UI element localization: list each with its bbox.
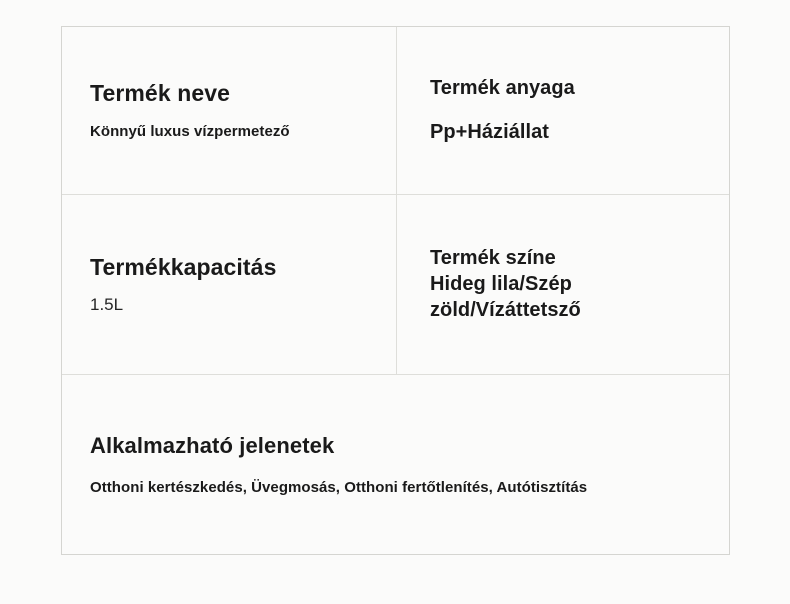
spec-label-product-name: Termék neve: [90, 80, 231, 107]
table-row: [62, 195, 729, 375]
product-spec-table: [61, 26, 730, 555]
spec-label-product-capacity: Termékkapacitás: [90, 253, 277, 280]
spec-value-product-name: Könnyű luxus vízpermetező: [90, 123, 290, 140]
spec-value-product-color-line-2: zöld/Vízáttetsző: [430, 299, 581, 322]
spec-label-product-material: Termék anyaga: [430, 76, 575, 99]
spec-cell-product-name: [62, 27, 397, 194]
spec-cell-product-color: [397, 195, 729, 374]
spec-value-product-color-line-1: Hideg lila/Szép: [430, 273, 572, 296]
table-row: [62, 27, 729, 195]
spec-value-product-capacity: 1.5L: [90, 295, 124, 315]
spec-cell-product-capacity: [62, 195, 397, 374]
spec-value-applicable-scenes: Otthoni kertészkedés, Üvegmosás, Otthoni fertőtlenítés, Autótisztítás: [90, 478, 588, 496]
spec-value-product-material: Pp+Háziállat: [430, 120, 549, 143]
spec-cell-applicable-scenes: [62, 375, 729, 554]
table-row: [62, 375, 729, 554]
spec-label-applicable-scenes: Alkalmazható jelenetek: [90, 432, 335, 458]
spec-cell-product-material: [397, 27, 729, 194]
spec-label-product-color: Termék színe: [430, 246, 556, 269]
